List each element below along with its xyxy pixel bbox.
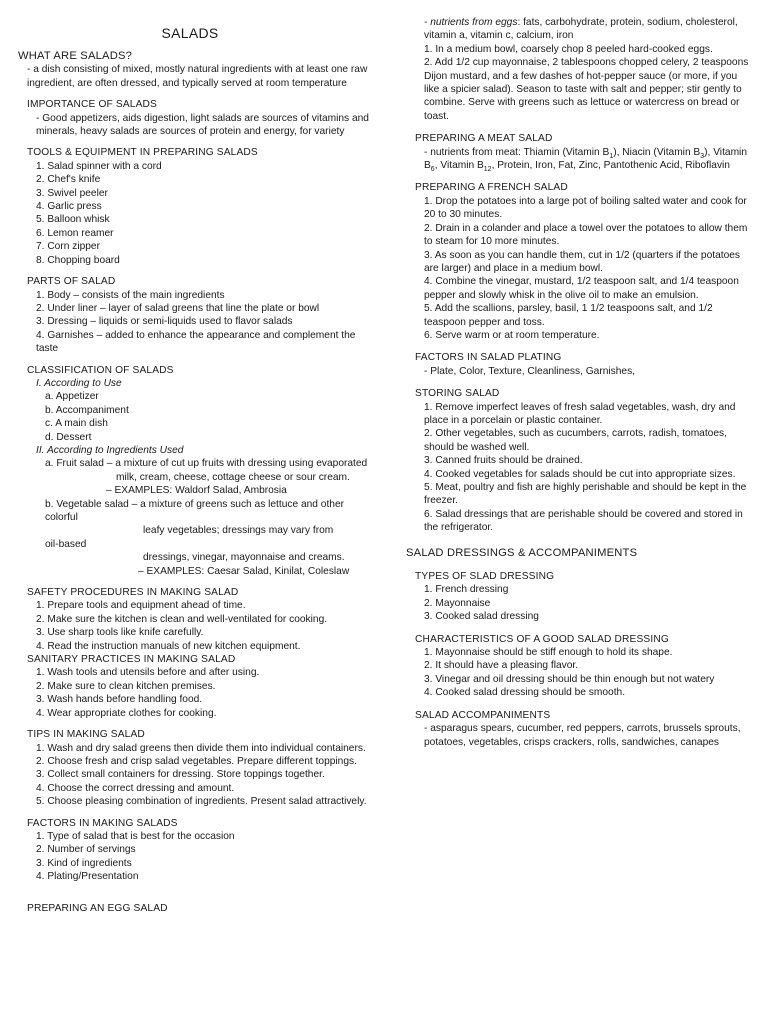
parts-heading: PARTS OF SALAD — [27, 276, 116, 288]
list-item: 3. As soon as you can handle them, cut in 1/2 (quarters if the potatoes are larger) and place in a medium bowl. — [424, 249, 741, 274]
tips-heading: TIPS IN MAKING SALAD — [27, 729, 145, 741]
list-item: 3. Dressing – liquids or semi-liquids used to flavor salads — [36, 316, 293, 328]
fruit-salad-line: milk, cream, cheese, cottage cheese or sour cream. — [116, 471, 350, 483]
list-item: 4. Cooked salad dressing should be smooth. — [424, 687, 626, 699]
list-item: 3. Use sharp tools like knife carefully. — [36, 627, 204, 639]
list-item: 4. Plating/Presentation — [36, 871, 139, 883]
list-item: 1. Body – consists of the main ingredients — [36, 289, 225, 301]
list-item: 5. Add the scallions, parsley, basil, 1 1/2 teaspoons salt, and 1/2 teaspoon pepper and toss. — [424, 303, 713, 328]
list-item: 2. Make sure the kitchen is clean and well-ventilated for cooking. — [36, 613, 328, 625]
list-item: 1. Mayonnaise should be stiff enough to hold its shape. — [424, 647, 673, 659]
list-item: 2. Chef's knife — [36, 174, 101, 186]
list-item: 2. Choose fresh and crisp salad vegetables. Prepare different toppings. — [36, 755, 357, 767]
egg-nutrients: - nutrients from eggs: fats, carbohydrate, protein, sodium, cholesterol, vitamin a, vitamin c, calcium, iron — [424, 17, 738, 42]
list-item: a. Appetizer — [45, 391, 99, 403]
list-item: 1. Salad spinner with a cord — [36, 160, 162, 172]
list-item: 6. Salad dressings that are perishable should be covered and stored in the refrigerator. — [424, 508, 743, 534]
dressing-types-list — [415, 583, 755, 623]
vegetable-salad-line: leafy vegetables; dressings may vary from — [143, 525, 334, 537]
list-item: 3. Vinegar and oil dressing should be thin enough but not watery — [424, 673, 715, 685]
list-item: 6. Serve warm or at room temperature. — [424, 329, 600, 341]
plating-text: - Plate, Color, Texture, Cleanliness, Garnishes, — [424, 365, 636, 377]
list-item: 2. Other vegetables, such as cucumbers, carrots, radish, tomatoes, should be washed well. — [424, 428, 727, 453]
list-item: 6. Lemon reamer — [36, 227, 114, 239]
vegetable-salad-line: oil-based — [45, 538, 87, 550]
sanitary-list — [18, 666, 370, 720]
list-item: 5. Choose pleasing combination of ingredients. Present salad attractively. — [36, 796, 367, 808]
list-item: 4. Wear appropriate clothes for cooking. — [36, 707, 217, 719]
list-item: 1. Drop the potatoes into a large pot of boiling salted water and cook for 20 to 30 minutes. — [424, 195, 747, 221]
accompaniments-text: - asparagus spears, cucumber, red peppers, carrots, brussels sprouts, potatoes, vegetables, crisps crackers, rolls, sandwiches, canapes — [424, 723, 741, 748]
list-item: 4. Cooked vegetables for salads should be cut into appropriate sizes. — [424, 468, 736, 480]
storing-list — [415, 401, 755, 535]
french-steps — [415, 195, 755, 342]
list-item: 7. Corn zipper — [36, 241, 100, 253]
importance-heading: IMPORTANCE OF SALADS — [27, 99, 157, 111]
list-item: 2. It should have a pleasing flavor. — [424, 660, 579, 672]
list-item: 1. Wash and dry salad greens then divide them into individual containers. — [36, 742, 366, 754]
list-item: b. Accompaniment — [45, 404, 129, 416]
list-item: 4. Choose the correct dressing and amount. — [36, 782, 235, 794]
list-item: 1. French dressing — [424, 584, 509, 596]
safety-heading: SAFETY PROCEDURES IN MAKING SALAD — [27, 587, 239, 599]
list-item: 5. Meat, poultry and fish are highly perishable and should be kept in the freezer. — [424, 482, 747, 507]
list-item: 1. Remove imperfect leaves of fresh salad vegetables, wash, dry and place in a porcelain or plastic container. — [424, 401, 736, 426]
plating-heading: FACTORS IN SALAD PLATING — [415, 352, 562, 364]
list-item: 2. Make sure to clean kitchen premises. — [36, 680, 216, 692]
page-title: SALADS — [161, 25, 219, 42]
list-item: 5. Balloon whisk — [36, 214, 110, 226]
fruit-salad-examples: – EXAMPLES: Waldorf Salad, Ambrosia — [106, 485, 287, 497]
meat-heading: PREPARING A MEAT SALAD — [415, 133, 553, 145]
classification-heading: CLASSIFICATION OF SALADS — [27, 364, 174, 376]
tools-heading: TOOLS & EQUIPMENT IN PREPARING SALADS — [27, 147, 258, 159]
list-item: 3. Kind of ingredients — [36, 857, 132, 869]
list-item: 2. Add 1/2 cup mayonnaise, 2 tablespoons chopped celery, 2 teaspoons Dijon mustard, and a few dashes of hot-pepper sauce (or more, if you like a spicier salad). Season to taste with salt and pepper; stir gently to combine. Serve with greens such as lettuce or watercress on bread or toast. — [424, 57, 749, 122]
list-item: 4. Combine the vinegar, mustard, 1/2 teaspoon salt, and 1/4 teaspoon pepper and slowly whisk in the olive oil to make an emulsion. — [424, 276, 739, 301]
tools-list — [18, 160, 370, 267]
list-item: 3. Collect small containers for dressing. Store toppings together. — [36, 769, 325, 781]
egg-steps — [415, 43, 755, 123]
what-text: - a dish consisting of mixed, mostly natural ingredients with at least one raw ingredient, are often dressed, and typically served at room temperature — [27, 64, 368, 89]
storing-heading: STORING SALAD — [415, 388, 500, 400]
right-column — [406, 16, 755, 749]
meat-nutrients: - nutrients from meat: Thiamin (Vitamin $B_1$), Niacin (Vitamin $B_3$), Vitamin $B_6$, Vitamin $B_{12}$, Protein, Iron, Fat, Zinc, Pantothenic Acid, Riboflavin — [424, 146, 747, 174]
list-item: d. Dessert — [45, 431, 92, 443]
list-item: 1. Prepare tools and equipment ahead of time. — [36, 600, 246, 612]
french-heading: PREPARING A FRENCH SALAD — [415, 182, 568, 194]
accompaniments-heading: SALAD ACCOMPANIMENTS — [415, 709, 551, 721]
egg-heading: PREPARING AN EGG SALAD — [27, 902, 168, 914]
list-item: 4. Garnishes – added to enhance the appearance and complement the taste — [36, 329, 356, 355]
classification-use-list — [18, 390, 370, 444]
list-item: 2. Mayonnaise — [424, 597, 491, 609]
dressing-characteristics-list — [415, 646, 755, 700]
what-heading: WHAT ARE SALADS? — [18, 50, 133, 62]
vegetable-salad-examples: – EXAMPLES: Caesar Salad, Kinilat, Coleslaw — [138, 565, 350, 577]
classification-ingredients-label: II. According to Ingredients Used — [36, 444, 184, 456]
factors-making-list — [18, 830, 370, 884]
importance-text: - Good appetizers, aids digestion, light salads are sources of vitamins and minerals, heavy salads are sources of protein and energy, for variety — [36, 112, 369, 138]
list-item: c. A main dish — [45, 418, 108, 430]
fruit-salad-line: a. Fruit salad – a mixture of cut up fruits with dressing using evaporated — [45, 458, 368, 470]
tips-list — [18, 742, 370, 809]
list-item: 2. Number of servings — [36, 844, 136, 856]
list-item: 1. Type of salad that is best for the occasion — [36, 830, 235, 842]
dressing-characteristics-heading: CHARACTERISTICS OF A GOOD SALAD DRESSING — [415, 633, 669, 645]
classification-use-label: I. According to Use — [36, 377, 122, 389]
left-column — [18, 50, 370, 915]
safety-list — [18, 599, 370, 653]
list-item: 2. Drain in a colander and place a towel over the potatoes to allow them to steam for 10 more minutes. — [424, 222, 748, 248]
dressing-types-heading: TYPES OF SLAD DRESSING — [415, 571, 555, 583]
factors-making-heading: FACTORS IN MAKING SALADS — [27, 817, 178, 829]
list-item: 4. Read the instruction manuals of new kitchen equipment. — [36, 640, 301, 652]
list-item: 1. In a medium bowl, coarsely chop 8 peeled hard-cooked eggs. — [424, 43, 713, 55]
list-item: 2. Under liner – layer of salad greens that line the plate or bowl — [36, 302, 320, 314]
sanitary-heading: SANITARY PRACTICES IN MAKING SALAD — [27, 654, 236, 666]
vegetable-salad-line: b. Vegetable salad – a mixture of greens such as lettuce and other colorful — [45, 498, 345, 523]
list-item: 3. Canned fruits should be drained. — [424, 455, 583, 467]
list-item: 1. Wash tools and utensils before and after using. — [36, 667, 260, 679]
parts-list — [18, 289, 370, 356]
list-item: 4. Garlic press — [36, 201, 102, 213]
list-item: 3. Wash hands before handling food. — [36, 694, 203, 706]
list-item: 8. Chopping board — [36, 254, 120, 266]
list-item: 3. Cooked salad dressing — [424, 611, 539, 623]
vegetable-salad-line: dressings, vinegar, mayonnaise and creams. — [143, 552, 345, 564]
dressings-heading: SALAD DRESSINGS & ACCOMPANIMENTS — [406, 546, 638, 559]
list-item: 3. Swivel peeler — [36, 187, 108, 199]
